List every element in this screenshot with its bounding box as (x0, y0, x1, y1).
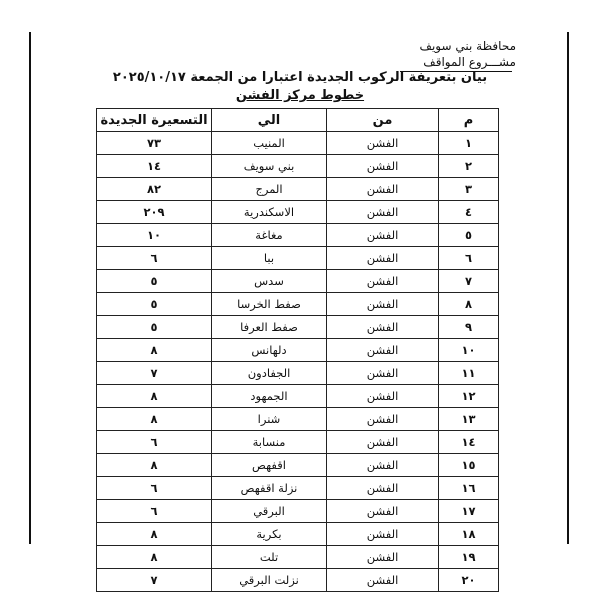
subtitle-text: خطوط مركز الفشن (235, 88, 365, 103)
cell-num: ١٩ (439, 546, 499, 569)
cell-to: سدس (212, 270, 327, 293)
cell-num: ١٤ (439, 431, 499, 454)
table-row (97, 293, 499, 316)
cell-fare: ٦ (97, 431, 212, 454)
table-row (97, 339, 499, 362)
cell-from: الفشن (327, 454, 439, 477)
table-row (97, 523, 499, 546)
table-row (97, 201, 499, 224)
cell-from: الفشن (327, 270, 439, 293)
table-row (97, 477, 499, 500)
cell-from: الفشن (327, 408, 439, 431)
cell-from: الفشن (327, 132, 439, 155)
document-subtitle (0, 88, 600, 103)
cell-to: نزلت البرقي (212, 569, 327, 592)
table-row (97, 431, 499, 454)
cell-to: تلت (212, 546, 327, 569)
table-row (97, 155, 499, 178)
fare-table-body (97, 132, 499, 592)
cell-num: ١٢ (439, 385, 499, 408)
cell-num: ٥ (439, 224, 499, 247)
cell-to: الجفادون (212, 362, 327, 385)
table-row (97, 546, 499, 569)
table-row (97, 178, 499, 201)
cell-fare: ٨٢ (97, 178, 212, 201)
column-header-to: الي (212, 109, 327, 132)
cell-fare: ١٠ (97, 224, 212, 247)
cell-to: نزلة اقفهص (212, 477, 327, 500)
cell-fare: ٨ (97, 523, 212, 546)
cell-num: ٢٠ (439, 569, 499, 592)
cell-to: منسابة (212, 431, 327, 454)
cell-from: الفشن (327, 224, 439, 247)
table-row (97, 224, 499, 247)
cell-num: ١٧ (439, 500, 499, 523)
cell-from: الفشن (327, 247, 439, 270)
table-header-row (97, 109, 499, 132)
page-frame-right-line (567, 32, 569, 544)
cell-to: الجمهود (212, 385, 327, 408)
cell-num: ١٠ (439, 339, 499, 362)
fare-table (96, 108, 499, 592)
cell-to: المنيب (212, 132, 327, 155)
cell-from: الفشن (327, 385, 439, 408)
cell-fare: ٧ (97, 569, 212, 592)
cell-fare: ٨ (97, 546, 212, 569)
cell-fare: ٨ (97, 408, 212, 431)
column-header-from: من (327, 109, 439, 132)
cell-from: الفشن (327, 431, 439, 454)
cell-from: الفشن (327, 523, 439, 546)
cell-num: ١١ (439, 362, 499, 385)
cell-num: ٦ (439, 247, 499, 270)
cell-num: ١٦ (439, 477, 499, 500)
cell-fare: ٥ (97, 316, 212, 339)
table-row (97, 316, 499, 339)
cell-to: دلهانس (212, 339, 327, 362)
cell-fare: ٧٣ (97, 132, 212, 155)
governorate-name: محافظة بني سويف (419, 39, 516, 53)
table-row (97, 247, 499, 270)
cell-to: اقفهص (212, 454, 327, 477)
table-row (97, 362, 499, 385)
cell-fare: ٨ (97, 385, 212, 408)
cell-to: الاسكندرية (212, 201, 327, 224)
table-row (97, 270, 499, 293)
cell-num: ٣ (439, 178, 499, 201)
column-header-number: م (439, 109, 499, 132)
project-name: مشـــروع المواقف (423, 55, 516, 69)
cell-num: ٨ (439, 293, 499, 316)
cell-to: المرج (212, 178, 327, 201)
cell-to: البرقي (212, 500, 327, 523)
cell-fare: ٢٠٩ (97, 201, 212, 224)
cell-num: ٤ (439, 201, 499, 224)
cell-num: ٩ (439, 316, 499, 339)
cell-from: الفشن (327, 362, 439, 385)
document-title: بيان بتعريفة الركوب الجديدة اعتبارا من الجمعة ٢٠٢٥/١٠/١٧ (112, 70, 488, 85)
table-row (97, 569, 499, 592)
cell-fare: ٥ (97, 293, 212, 316)
cell-fare: ٧ (97, 362, 212, 385)
column-header-fare: التسعيرة الجديدة (97, 109, 212, 132)
cell-fare: ٦ (97, 247, 212, 270)
cell-fare: ٦ (97, 477, 212, 500)
cell-to: بني سويف (212, 155, 327, 178)
cell-from: الفشن (327, 155, 439, 178)
table-row (97, 408, 499, 431)
cell-to: صفط الخرسا (212, 293, 327, 316)
cell-num: ١٨ (439, 523, 499, 546)
cell-num: ١٥ (439, 454, 499, 477)
cell-to: ببا (212, 247, 327, 270)
cell-to: صفط العرفا (212, 316, 327, 339)
cell-to: مغاغة (212, 224, 327, 247)
cell-from: الفشن (327, 546, 439, 569)
cell-from: الفشن (327, 201, 439, 224)
cell-fare: ٦ (97, 500, 212, 523)
cell-to: بكرية (212, 523, 327, 546)
table-row (97, 454, 499, 477)
cell-num: ١ (439, 132, 499, 155)
cell-num: ٧ (439, 270, 499, 293)
cell-from: الفشن (327, 316, 439, 339)
table-row (97, 500, 499, 523)
cell-from: الفشن (327, 500, 439, 523)
cell-from: الفشن (327, 293, 439, 316)
page-frame-left-line (29, 32, 31, 544)
table-row (97, 132, 499, 155)
cell-from: الفشن (327, 477, 439, 500)
cell-from: الفشن (327, 339, 439, 362)
cell-fare: ٨ (97, 454, 212, 477)
cell-fare: ٨ (97, 339, 212, 362)
cell-num: ٢ (439, 155, 499, 178)
cell-from: الفشن (327, 569, 439, 592)
cell-from: الفشن (327, 178, 439, 201)
table-row (97, 385, 499, 408)
cell-to: شنرا (212, 408, 327, 431)
cell-fare: ١٤ (97, 155, 212, 178)
cell-num: ١٣ (439, 408, 499, 431)
cell-fare: ٥ (97, 270, 212, 293)
